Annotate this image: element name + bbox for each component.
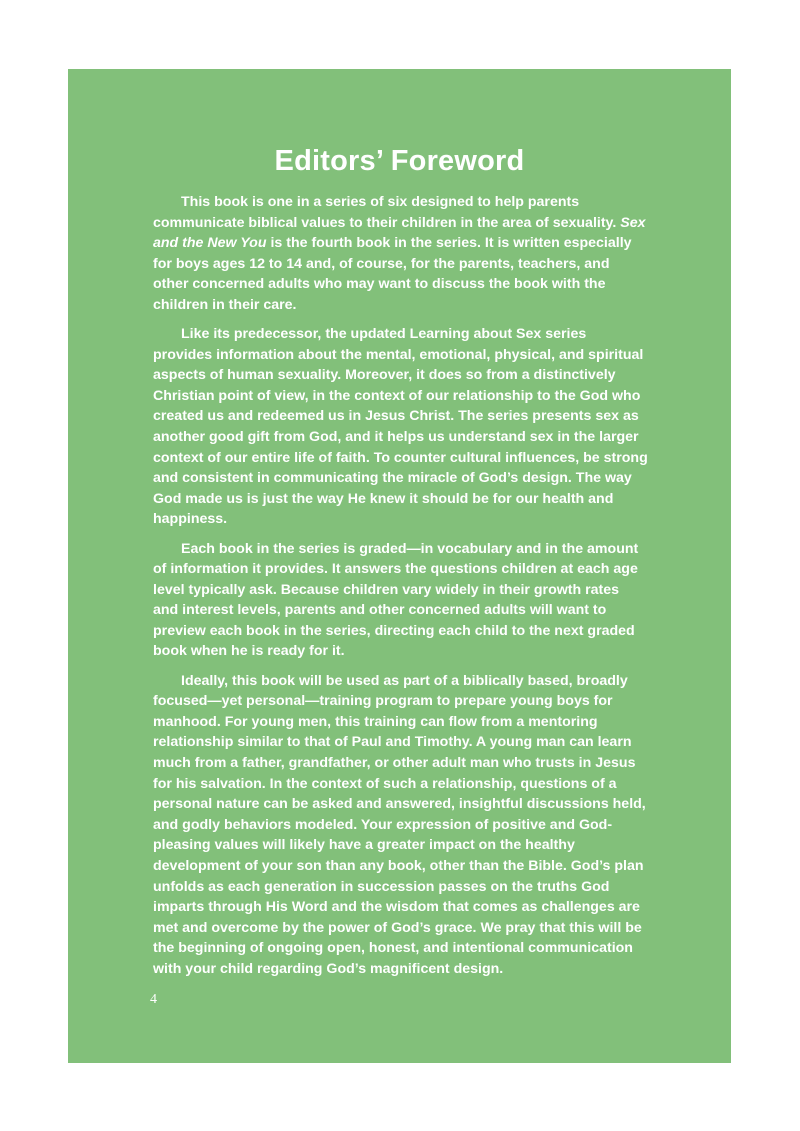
book-page <box>68 69 731 1063</box>
paragraph-3: Each book in the series is graded—in vocabulary and in the amount of information it provides. It answers the questions children at each age level typically ask. Because children vary widely in their growth rates and interest levels, parents and other concerned adults will want to preview each book in the series, directing each child to the next graded book when he is ready for it. <box>153 540 639 660</box>
book-title-italic: Sex and the New You <box>153 214 646 252</box>
foreword-body <box>153 192 648 988</box>
paragraph-4: Ideally, this book will be used as part of a biblically based, broadly focused—yet personal—training program to prepare young boys for manhood. For young men, this training can flow from a mentoring relationship similar to that of Paul and Timothy. A young man can learn much from a father, grandfather, or other adult man who trusts in Jesus for his salvation. In the context of such a relationship, questions of a personal nature can be asked and answered, insightful discussions held, and godly behaviors modeled. Your expression of positive and God-pleasing values will likely have a greater impact on the healthy development of your son than any book, other than the Bible. God’s plan unfolds as each generation in succession passes on the truths God imparts through His Word and the wisdom that comes as challenges are met and overcome by the power of God’s grace. We pray that this will be the beginning of ongoing open, honest, and intentional communication with your child regarding God’s magnificent design. <box>153 672 646 977</box>
paragraph-1-start: This book is one in a series of six designed to help parents communicate biblical values to their children in the area of sexuality. <box>153 194 621 231</box>
paragraph-1-end: is the fourth book in the series. It is written especially for boys ages 12 to 14 and, of course, for the parents, teachers, and other concerned adults who may want to discuss the book with the children in their care. <box>153 235 632 313</box>
paragraph-1 <box>153 192 648 316</box>
paragraph-2: Like its predecessor, the updated Learning about Sex series provides information about the mental, emotional, physical, and spiritual aspects of human sexuality. Moreover, it does so from a distinctively Christian point of view, in the context of our relationship to the God who created us and redeemed us in Jesus Christ. The series presents sex as another good gift from God, and it helps us understand sex in the larger context of our entire life of faith. To counter cultural influences, be strong and consistent in communicating the miracle of God’s design. The way God made us is just the way He knew it should be for our health and happiness. <box>153 326 648 528</box>
page-number: 4 <box>150 992 157 1007</box>
page-title: Editors’ Foreword <box>274 145 525 177</box>
